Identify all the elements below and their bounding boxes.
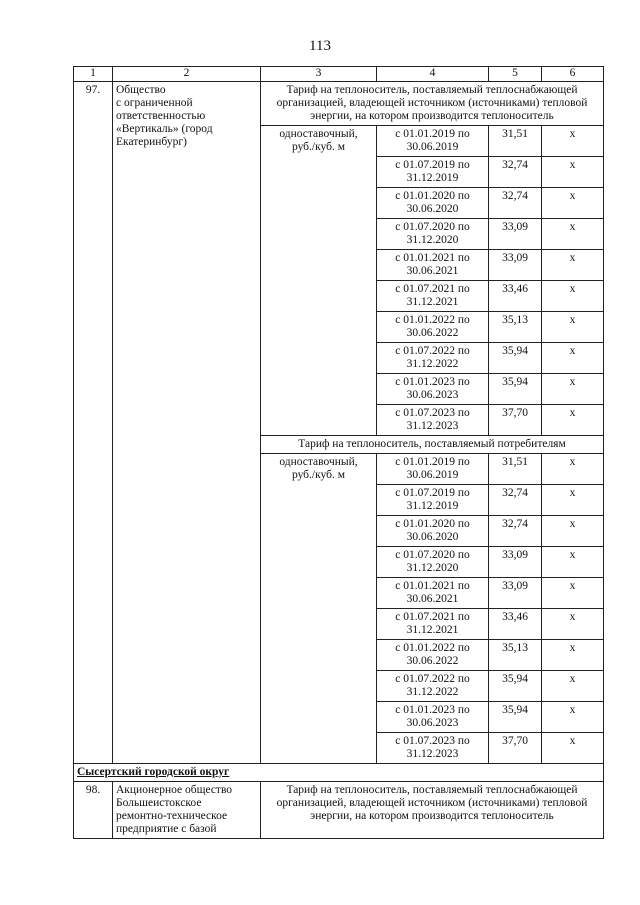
period-cell: с 01.01.2022 по 30.06.2022 [377,312,489,343]
column-6-cell: x [542,157,604,188]
tariff-value: 32,74 [489,485,542,516]
column-header: 5 [489,67,542,82]
column-6-cell: x [542,374,604,405]
tariff-title-row [74,82,604,126]
column-6-cell: x [542,702,604,733]
tariff-value: 32,74 [489,188,542,219]
period-cell: с 01.01.2023 по 30.06.2023 [377,374,489,405]
column-6-cell: x [542,547,604,578]
tariff-value: 35,13 [489,640,542,671]
tariff-value: 31,51 [489,126,542,157]
column-6-cell: x [542,454,604,485]
column-header: 6 [542,67,604,82]
period-cell: с 01.07.2023 по 31.12.2023 [377,733,489,764]
tariff-value: 35,94 [489,702,542,733]
column-header: 4 [377,67,489,82]
tariff-title: Тариф на теплоноситель, поставляемый теплоснабжающей организацией, владеющей источником (источниками) тепловой энергии, на котором производится теплоноситель [261,82,604,126]
period-cell: с 01.01.2019 по 30.06.2019 [377,126,489,157]
tariff-value: 37,70 [489,405,542,436]
column-6-cell: x [542,578,604,609]
tariff-value: 33,09 [489,578,542,609]
tariff-value: 32,74 [489,516,542,547]
period-cell: с 01.07.2021 по 31.12.2021 [377,281,489,312]
column-6-cell: x [542,485,604,516]
column-header: 1 [74,67,113,82]
entry-number: 98. [74,782,113,839]
period-cell: с 01.01.2022 по 30.06.2022 [377,640,489,671]
period-cell: с 01.07.2020 по 31.12.2020 [377,219,489,250]
tariff-value: 33,46 [489,281,542,312]
tariff-value: 35,94 [489,671,542,702]
period-cell: с 01.07.2019 по 31.12.2019 [377,485,489,516]
organization-name: Акционерное общество Большеистокское ремонтно-техническое предприятие с базой [113,782,261,839]
column-header: 2 [113,67,261,82]
period-cell: с 01.07.2023 по 31.12.2023 [377,405,489,436]
tariff-unit: одноставочный, руб./куб. м [261,454,377,764]
column-6-cell: x [542,516,604,547]
column-6-cell: x [542,219,604,250]
tariff-value: 33,09 [489,219,542,250]
period-cell: с 01.01.2020 по 30.06.2020 [377,188,489,219]
period-cell: с 01.01.2021 по 30.06.2021 [377,250,489,281]
column-6-cell: x [542,126,604,157]
tariff-value: 35,13 [489,312,542,343]
column-6-cell: x [542,312,604,343]
column-header: 3 [261,67,377,82]
period-cell: с 01.07.2020 по 31.12.2020 [377,547,489,578]
column-6-cell: x [542,609,604,640]
section-heading: Сысертский городской округ [74,764,604,782]
period-cell: с 01.01.2021 по 30.06.2021 [377,578,489,609]
tariff-value: 35,94 [489,343,542,374]
column-6-cell: x [542,733,604,764]
entry-number: 97. [74,82,113,764]
period-cell: с 01.07.2021 по 31.12.2021 [377,609,489,640]
tariff-value: 33,09 [489,547,542,578]
period-cell: с 01.07.2022 по 31.12.2022 [377,671,489,702]
tariff-unit: одноставочный, руб./куб. м [261,126,377,436]
column-6-cell: x [542,405,604,436]
period-cell: с 01.07.2022 по 31.12.2022 [377,343,489,374]
tariff-title: Тариф на теплоноситель, поставляемый потребителям [261,436,604,454]
column-6-cell: x [542,671,604,702]
tariff-value: 33,46 [489,609,542,640]
tariff-value: 35,94 [489,374,542,405]
period-cell: с 01.01.2020 по 30.06.2020 [377,516,489,547]
column-6-cell: x [542,188,604,219]
entry-98-row [74,782,604,839]
organization-name: Общество с ограниченной ответственностью «Вертикаль» (город Екатеринбург) [113,82,261,764]
column-header-row [74,67,604,82]
tariff-table [73,66,604,839]
tariff-value: 31,51 [489,454,542,485]
column-6-cell: x [542,640,604,671]
period-cell: с 01.01.2019 по 30.06.2019 [377,454,489,485]
period-cell: с 01.01.2023 по 30.06.2023 [377,702,489,733]
tariff-title: Тариф на теплоноситель, поставляемый теплоснабжающей организацией, владеющей источником (источниками) тепловой энергии, на котором производится теплоноситель [261,782,604,839]
tariff-value: 32,74 [489,157,542,188]
column-6-cell: x [542,343,604,374]
page-number: 113 [309,38,331,54]
column-6-cell: x [542,281,604,312]
period-cell: с 01.07.2019 по 31.12.2019 [377,157,489,188]
tariff-value: 33,09 [489,250,542,281]
tariff-value: 37,70 [489,733,542,764]
column-6-cell: x [542,250,604,281]
section-row [74,764,604,782]
